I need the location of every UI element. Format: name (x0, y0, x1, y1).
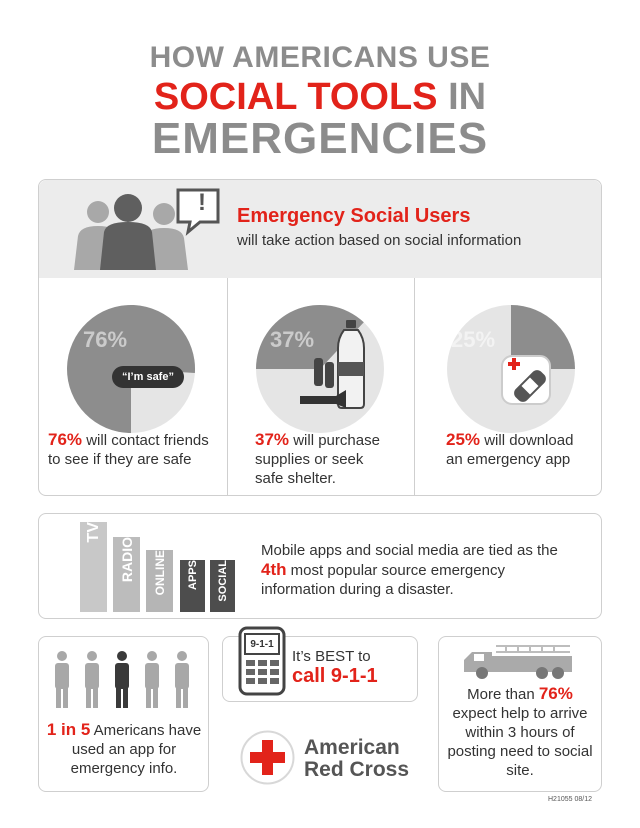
five-people-icon (50, 650, 200, 710)
panel-divider-1 (227, 278, 228, 495)
title-line-1: HOW AMERICANS USE (149, 41, 491, 74)
source-bar-online: ONLINE (146, 550, 173, 612)
footer-code: H21055 08/12 (548, 796, 592, 803)
im-safe-bubble: “I’m safe” (112, 366, 184, 388)
stat-text-25: 25% will download an emergency app (446, 430, 574, 468)
title-line-2 (0, 78, 640, 116)
alert-icon: ! (198, 189, 206, 216)
source-bar-radio: RADIO (113, 537, 140, 612)
panel-divider-2 (414, 278, 415, 495)
logo-line-1: American (304, 736, 400, 759)
call-line-1: It’s BEST to (292, 648, 371, 665)
logo-line-2: Red Cross (304, 758, 410, 781)
rank-highlight: 4th (261, 560, 287, 579)
fire-truck-icon (462, 640, 580, 680)
pie-label-76: 76% (83, 327, 128, 352)
pie-label-25: 25% (451, 327, 496, 352)
phone-icon (238, 626, 286, 696)
title-line-3: EMERGENCIES (151, 114, 489, 163)
app-icon (498, 352, 554, 408)
source-bar-tv: TV (80, 522, 107, 612)
header-heading: Emergency Social Users (237, 205, 471, 227)
pie-label-37: 37% (270, 327, 315, 352)
truck-text: More than 76% expect help to arrive within 3 hours of posting need to social site. (447, 684, 593, 779)
source-bar-apps: APPS (180, 560, 205, 612)
people-text: 1 in 5 Americans have used an app for emergency info. (46, 720, 202, 777)
stat-text-37: 37% will purchase supplies or seek safe shelter. (255, 430, 380, 487)
header-subheading: will take action based on social information (237, 232, 522, 249)
title-highlight: SOCIAL TOOLS (153, 76, 438, 118)
call-line-2: call 9-1-1 (292, 665, 378, 687)
title-in: IN (448, 76, 487, 118)
supplies-icon (296, 318, 376, 410)
phone-display: 9-1-1 (250, 639, 274, 650)
source-bar-social: SOCIAL (210, 560, 235, 612)
red-cross-logo (240, 730, 295, 785)
stat-text-76: 76% will contact friends to see if they are safe (48, 430, 209, 468)
sources-text: Mobile apps and social media are tied as the 4th most popular source emergency information during a disaster. (261, 542, 558, 598)
